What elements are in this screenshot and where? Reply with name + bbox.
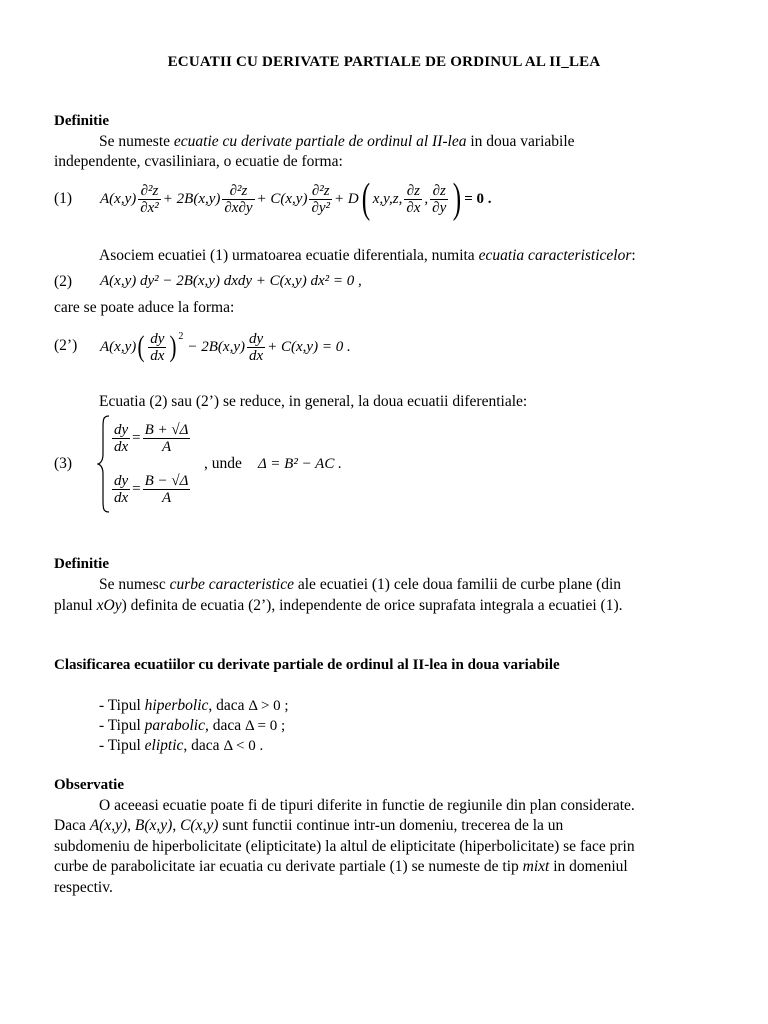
italic-term: eliptic	[144, 737, 184, 754]
condition: Δ > 0 ;	[248, 698, 289, 714]
definition-heading-2: Definitie	[54, 556, 109, 572]
italic-term: hiperbolic	[144, 697, 209, 714]
close-paren: )	[169, 330, 177, 363]
numerator: ∂z	[404, 183, 422, 200]
open-paren: (	[361, 176, 370, 222]
fraction	[138, 183, 161, 216]
italic-term: xOy	[96, 597, 122, 614]
numerator: dy	[150, 330, 165, 347]
text-span: ) definita de ecuatia (2’), independente de orice suprafata integrala a ecuatiei (1).	[121, 597, 623, 614]
denominator: A	[161, 438, 172, 455]
classification-heading: Clasificarea ecuatiilor cu derivate partiale de ordinul al II-lea in doua variabile	[54, 657, 560, 673]
observation-line-5: respectiv.	[54, 879, 113, 896]
numerator: B + √Δ	[144, 421, 189, 438]
page-title: ECUATII CU DERIVATE PARTIALE DE ORDINUL AL II_LEA	[167, 54, 601, 70]
eq-term: + C(x,y) = 0 .	[267, 338, 351, 355]
fraction	[222, 183, 254, 216]
text-span: Asociem ecuatiei (1) urmatoarea ecuatie diferentiala, numita	[99, 247, 479, 264]
exponent: 2	[178, 330, 184, 342]
fraction	[148, 331, 166, 364]
definition-2-line-1	[99, 576, 621, 594]
eq-term: A(x,y)	[100, 190, 137, 207]
equation-3-label: (3)	[54, 455, 73, 472]
eq-term: + 2B(x,y)	[162, 190, 221, 207]
definition-heading-1: Definitie	[54, 113, 109, 129]
denominator: ∂y	[432, 199, 447, 216]
equation-2-label: (2)	[54, 273, 73, 290]
text-span: Daca	[54, 817, 90, 834]
close-paren: )	[453, 176, 462, 222]
observation-line-4	[54, 858, 628, 876]
denominator: ∂x²	[140, 199, 159, 216]
definition-2-line-2	[54, 597, 622, 615]
eq-term: + C(x,y)	[256, 190, 308, 207]
italic-term: A(x,y)	[89, 817, 128, 834]
text-span: - Tipul	[99, 697, 145, 714]
classification-item	[99, 717, 285, 735]
numerator: B − √Δ	[144, 472, 189, 489]
fraction	[309, 183, 332, 216]
text-span: Se numeste	[99, 133, 174, 150]
equation-2: A(x,y) dy² − 2B(x,y) dxdy + C(x,y) dx² = 0 ,	[100, 273, 362, 289]
italic-term: curbe caracteristice	[169, 576, 294, 593]
numerator: dy	[114, 421, 129, 438]
equals-sign: =	[132, 429, 141, 446]
text-span: ale ecuatiei (1) cele doua familii de curbe plane (din	[294, 576, 622, 593]
italic-term: ecuatia caracteristicelor	[478, 247, 632, 264]
fraction	[112, 473, 130, 506]
numerator: ∂z	[430, 183, 448, 200]
curly-brace	[97, 414, 111, 514]
denominator: dx	[248, 347, 264, 364]
text-span: , daca	[183, 737, 224, 754]
text-span: :	[631, 247, 636, 264]
numerator: ∂²z	[222, 183, 254, 200]
reduce-line: Ecuatia (2) sau (2’) se reduce, in general, la doua ecuatii diferentiale:	[99, 393, 528, 410]
delta-definition: Δ = B² − AC .	[258, 456, 342, 472]
observation-line-1: O aceeasi ecuatie poate fi de tipuri diferite in functie de regiunile din plan considerate.	[99, 797, 635, 814]
definition-1-line-2: independente, cvasiliniara, o ecuatie de forma:	[54, 153, 343, 170]
numerator: ∂²z	[309, 183, 332, 200]
condition: Δ = 0 ;	[244, 718, 286, 734]
eq-term: − 2B(x,y)	[187, 338, 245, 355]
text-span: ,	[172, 817, 181, 834]
denominator: dx	[150, 347, 165, 364]
eq-term: + D	[334, 190, 359, 207]
denominator: A	[161, 489, 172, 506]
bring-to-form-line: care se poate aduce la forma:	[54, 299, 235, 316]
denominator: ∂x∂y	[224, 199, 253, 216]
text-span: curbe de parabolicitate iar ecuatia cu derivate partiale (1) se numeste de tip	[54, 858, 523, 875]
equation-3-row-1	[110, 416, 192, 460]
text-span: in domeniul	[549, 858, 628, 875]
italic-term: B(x,y)	[134, 817, 173, 834]
fraction	[404, 183, 422, 216]
denominator: dx	[114, 489, 129, 506]
equation-1	[100, 173, 492, 225]
denominator: ∂y²	[311, 199, 331, 216]
text-span: - Tipul	[99, 737, 145, 754]
fraction	[112, 422, 130, 455]
italic-term: ecuatie cu derivate partiale de ordinul al II-lea	[173, 133, 467, 150]
text-span: sunt functii continue intr-un domeniu, trecerea de la un	[218, 817, 564, 834]
observation-heading: Observatie	[54, 777, 124, 793]
numerator: ∂²z	[138, 183, 161, 200]
text-span: , daca	[204, 717, 245, 734]
numerator: dy	[114, 472, 129, 489]
definition-1-line-1	[99, 133, 575, 151]
eq-term: x,y,z,	[372, 190, 403, 207]
observation-line-2	[54, 817, 563, 835]
open-paren: (	[137, 330, 145, 363]
text-span: - Tipul	[99, 717, 145, 734]
fraction	[430, 183, 448, 216]
fraction	[247, 331, 265, 364]
equation-2p	[100, 322, 351, 372]
classification-item	[99, 697, 289, 715]
text-span: in doua variabile	[466, 133, 575, 150]
numerator: dy	[248, 330, 264, 347]
denominator: dx	[114, 438, 129, 455]
equation-3-row-2	[110, 467, 192, 511]
classification-item	[99, 737, 263, 755]
denominator: ∂x	[406, 199, 421, 216]
text-span: Se numesc	[99, 576, 170, 593]
eq-term: A(x,y)	[100, 338, 137, 355]
condition: Δ < 0 .	[223, 738, 264, 754]
equals-sign: =	[132, 480, 141, 497]
unde-label: , unde	[204, 455, 242, 472]
text-span: planul	[54, 597, 97, 614]
italic-term: parabolic	[144, 717, 205, 734]
associate-line	[99, 247, 636, 265]
eq-term: = 0 .	[464, 190, 492, 207]
comma: ,	[424, 190, 429, 207]
equation-2p-label: (2’)	[54, 337, 78, 354]
observation-line-3: subdomeniu de hiperbolicitate (elipticitate) la altul de elipticitate (hiperbolicitate) se face prin	[54, 838, 635, 855]
fraction	[143, 422, 191, 455]
fraction	[143, 473, 191, 506]
text-span: ,	[127, 817, 135, 834]
italic-term: C(x,y)	[180, 817, 219, 834]
italic-term: mixt	[522, 858, 550, 875]
text-span: , daca	[208, 697, 249, 714]
equation-1-label: (1)	[54, 190, 73, 207]
